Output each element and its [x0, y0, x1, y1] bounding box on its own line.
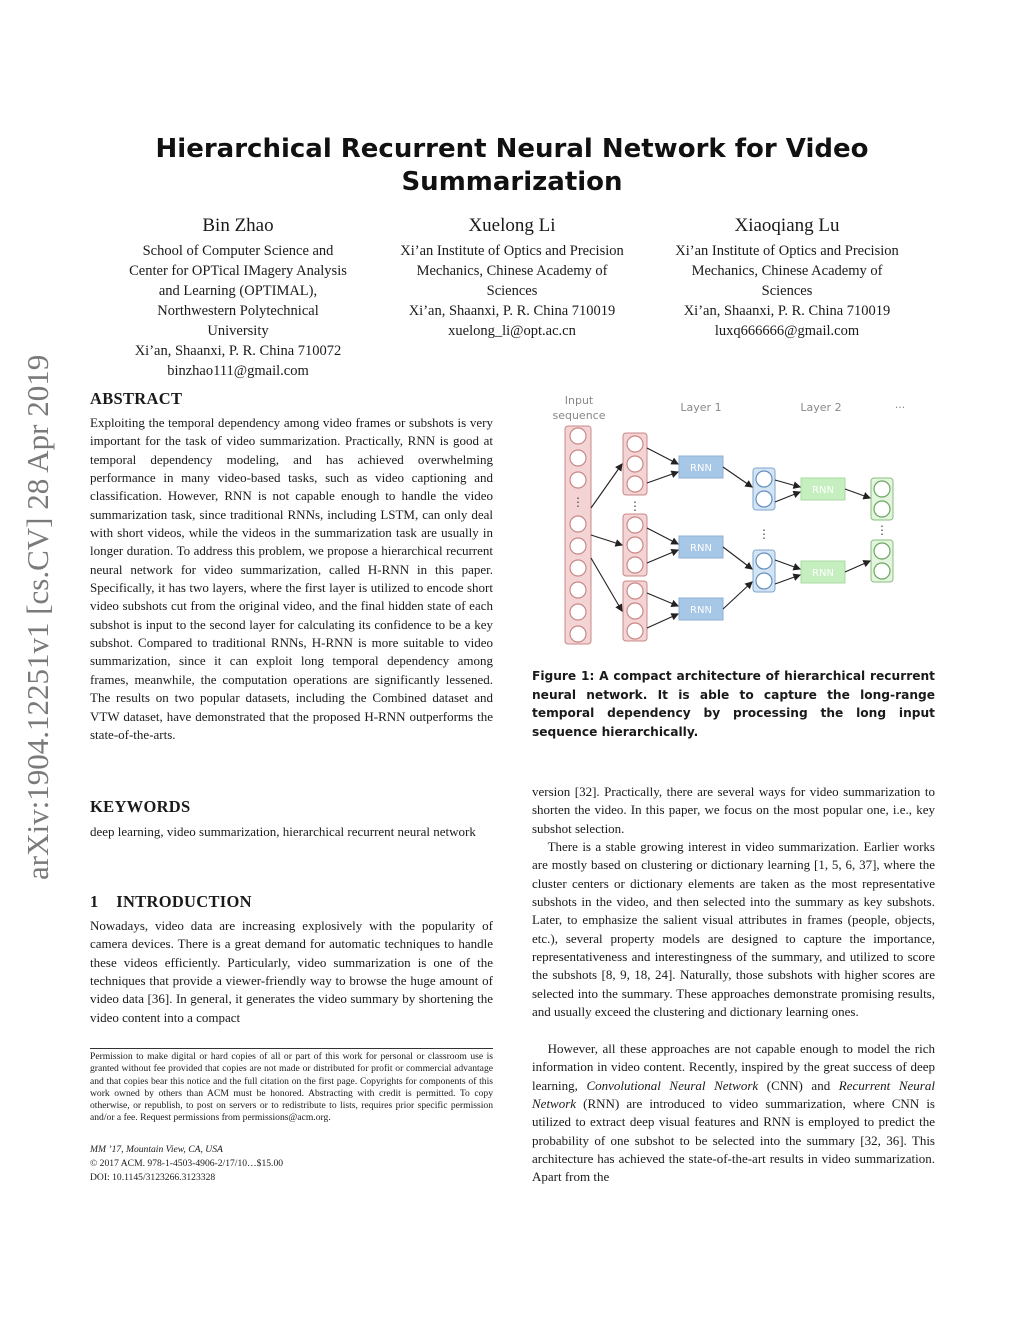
author-name: Xiaoqiang Lu — [734, 215, 840, 236]
node-circle — [874, 481, 890, 497]
author-email: binzhao111@gmail.com — [167, 363, 309, 379]
vertical-ellipsis: ⋮ — [629, 499, 641, 513]
input-label-line1: Input — [564, 394, 594, 407]
rnn-layer1-label-2: RNN — [690, 543, 712, 554]
node-circle — [627, 557, 643, 573]
rnn-term: Recurrent Neural Network — [532, 1077, 935, 1112]
node-circle — [627, 537, 643, 553]
intro-paragraph-1: Nowadays, video data are increasing explosively with the popularity of camera devices. There is a great demand for automatic techniques to handle these videos efficiently. Particularly, video summarization is one of the techniques that provide a viewer-friendly way to browse the huge amount of video data [36]. In general, it generates the video summary by shortening the video content into a compact — [90, 918, 493, 1025]
node-circle — [627, 436, 643, 452]
intro-paragraph-3: There is a stable growing interest in video summarization. Earlier works are mostly based on clustering or dictionary learning [1, 5, 6, 37], where the cluster centers or dictionary elements are taken as the most representative subshots in the video, and then selected into the summary as key subshots. Later, to emphasize the salient visual attributes in frames (people, objects, etc.), several property models are designed to capture the importance, representativeness and interestingness of the summary, and utilized to score the subshots [8, 9, 18, 24]. Naturally, those subshots with higher scores are selected into the summary. These approaches demonstrate promising results, and usually exceed the clustering and dictionary learning ones. — [532, 839, 935, 1020]
affiliation-line: Sciences — [486, 283, 538, 299]
keywords-text: deep learning, video summarization, hierarchical recurrent neural network — [90, 824, 476, 839]
node-circle — [756, 553, 772, 569]
affiliation-line: School of Computer Science and — [142, 243, 334, 259]
paper-title: Hierarchical Recurrent Neural Network for Video Summarization — [155, 134, 869, 197]
node-circle — [874, 501, 890, 517]
vertical-ellipsis: ⋮ — [572, 495, 584, 509]
arxiv-identifier: arXiv:1904.12251v1 [cs.CV] 28 Apr 2019 — [20, 354, 55, 880]
affiliation-line: Mechanics, Chinese Academy of — [691, 263, 883, 279]
node-circle — [874, 563, 890, 579]
node-circle — [756, 491, 772, 507]
node-circle — [570, 516, 586, 532]
affiliation-line: and Learning (OPTIMAL), — [158, 283, 318, 299]
node-circle — [874, 543, 890, 559]
node-circle — [756, 573, 772, 589]
copyright-line: © 2017 ACM. 978-1-4503-4906-2/17/10…$15.00 — [90, 1158, 284, 1169]
node-circle — [627, 517, 643, 533]
vertical-ellipsis: ⋮ — [758, 527, 770, 541]
conference-info: MM ’17, Mountain View, CA, USA — [90, 1144, 223, 1155]
rnn-layer1-label-3: RNN — [690, 605, 712, 616]
author-block-1 — [98, 213, 378, 381]
intro-text-segment: (CNN) and — [758, 1077, 839, 1093]
rnn-layer2-label-1: RNN — [812, 485, 834, 496]
node-circle — [570, 450, 586, 466]
author-email: xuelong_li@opt.ac.cn — [448, 323, 576, 339]
vertical-ellipsis: ⋮ — [876, 523, 888, 537]
affiliation-line: University — [207, 323, 269, 339]
node-circle — [627, 456, 643, 472]
permission-notice: Permission to make digital or hard copies of all or part of this work for personal or classroom use is granted without fee provided that copies are not made or distributed for profit or commercial advantage and that copies bear this notice and the full citation on the first page. Copyrights for components of this work owned by others than ACM must be honored. Abstracting with credit is permitted. To copy otherwise, or republish, to post on servers or to redistribute to lists, requires prior specific permission and/or a fee. Request permissions from permissions@acm.org. — [90, 1051, 493, 1124]
node-circle — [570, 560, 586, 576]
intro-text-segment: (RNN) are introduced to video summarization, where CNN is utilized to extract deep visual features and RNN is employed to predict the probability of one subshot to be selected into the summary [32, 36]. This architecture has achieved the state-of-the-art results in video summarization. Apart from the — [532, 1096, 935, 1185]
node-circle — [756, 471, 772, 487]
more-layers-ellipsis: ··· — [894, 401, 906, 414]
figure-caption: Figure 1: A compact architecture of hierarchical recurrent neural network. It is able to capture the long-range temporal dependency by processing the long input sequence hierarchically. — [532, 669, 935, 739]
hrnn-architecture-diagram — [545, 388, 935, 650]
affiliation-line: Xi’an, Shaanxi, P. R. China 710019 — [683, 303, 891, 319]
intro-paragraph-2: version [32]. Practically, there are several ways for video summarization to shorten the video. In this paper, we focus on the most popular one, i.e., key subshot selection. — [532, 784, 935, 836]
doi-line: DOI: 10.1145/3123266.3123328 — [90, 1172, 216, 1183]
abstract-heading: ABSTRACT — [90, 389, 183, 408]
rnn-layer1-label-1: RNN — [690, 463, 712, 474]
author-block-3 — [647, 213, 927, 341]
input-label-line2: sequence — [552, 409, 606, 422]
node-circle — [627, 476, 643, 492]
node-circle — [570, 428, 586, 444]
intro-paragraph-4 — [532, 1040, 935, 1187]
node-circle — [627, 623, 643, 639]
affiliation-line: Xi’an, Shaanxi, P. R. China 710019 — [408, 303, 616, 319]
layer1-label: Layer 1 — [680, 401, 722, 414]
affiliation-line: Xi’an, Shaanxi, P. R. China 710072 — [134, 343, 342, 359]
rnn-layer2-label-2: RNN — [812, 568, 834, 579]
keywords-heading: KEYWORDS — [90, 797, 191, 816]
node-circle — [627, 583, 643, 599]
node-circle — [570, 472, 586, 488]
node-circle — [570, 582, 586, 598]
affiliation-line: Center for OPTical IMagery Analysis — [129, 263, 347, 279]
affiliation-line: Northwestern Polytechnical — [157, 303, 319, 319]
intro-text-segment: However, all these approaches are not capable enough to model the rich information in video content. Recently, inspired by the great success of deep learning, — [532, 1041, 935, 1093]
author-email: luxq666666@gmail.com — [714, 323, 860, 339]
layer2-label: Layer 2 — [800, 401, 842, 414]
affiliation-line: Xi’an Institute of Optics and Precision — [400, 243, 624, 259]
footnote-rule — [90, 1048, 493, 1049]
abstract-text: Exploiting the temporal dependency among video frames or subshots is very important for the task of video summarization. Practically, RNN is good at temporal dependency modeling, and has achieved overwhelming performance in many video-based tasks, such as video captioning and classification. However, RNN is not capable enough to handle the video summarization task, since traditional RNNs, including LSTM, can only deal with short videos, while the videos in the summarization task are usually in longer duration. To address this problem, we propose a hierarchical recurrent neural network for video summarization, called H-RNN in this paper. Specifically, it has two layers, where the first layer is utilized to encode short video subshots cut from the original video, and the final hidden state of each subshot is input to the second layer for calculating its confidence to be a key subshot. Compared to traditional RNNs, H-RNN is more suitable to video summarization, since it can exploit long temporal dependency among frames, meanwhile, the computation operations are significantly lessened. The results on two popular datasets, including the Combined dataset and VTW dataset, have demonstrated that the proposed H-RNN outperforms the state-of-the-arts. — [90, 415, 493, 742]
node-circle — [570, 626, 586, 642]
node-circle — [570, 604, 586, 620]
cnn-term: Convolutional Neural Network — [586, 1077, 759, 1093]
author-name: Bin Zhao — [202, 215, 274, 236]
author-name: Xuelong Li — [468, 215, 556, 236]
affiliation-line: Xi’an Institute of Optics and Precision — [675, 243, 899, 259]
affiliation-line: Mechanics, Chinese Academy of — [416, 263, 608, 279]
affiliation-line: Sciences — [761, 283, 813, 299]
author-block-2 — [372, 213, 652, 341]
intro-heading: 1 INTRODUCTION — [90, 892, 252, 911]
node-circle — [570, 538, 586, 554]
node-circle — [627, 603, 643, 619]
